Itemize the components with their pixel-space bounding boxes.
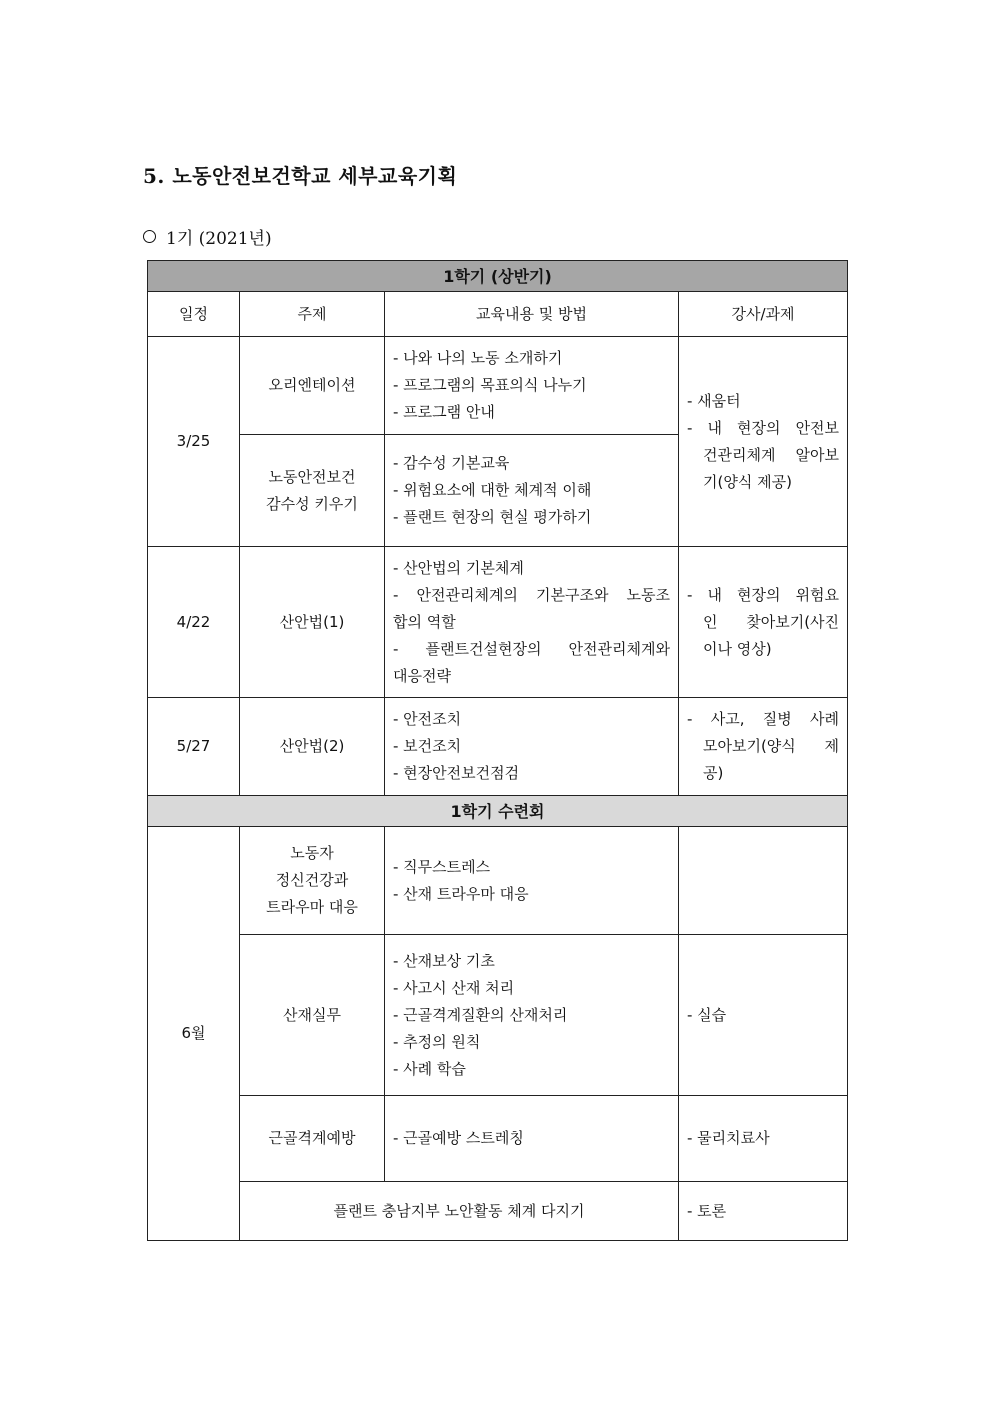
topic-cell-merged: 플랜트 충남지부 노안활동 체계 다지기 (240, 1182, 679, 1241)
content-line: - 사고시 산재 처리 (393, 978, 515, 997)
topic-cell: 오리엔테이션 (240, 337, 385, 435)
content-cell (385, 827, 679, 935)
content-line: - 산재 트라우마 대응 (393, 884, 529, 903)
content-line: - 프로그램 안내 (393, 403, 495, 421)
topic-cell (240, 435, 385, 547)
content-line: - 안전관리체계의 기본구조와 노동조 (393, 585, 670, 604)
content-cell (385, 935, 679, 1096)
content-line: - 근골예방 스트레칭 (393, 1129, 524, 1147)
topic-cell: 산재실무 (240, 935, 385, 1096)
instructor-cell (679, 337, 848, 547)
instructor-line: - 내 현장의 위험요 (687, 585, 840, 604)
topic-line: 트라우마 대응 (266, 898, 358, 916)
date-cell: 5/27 (148, 698, 240, 796)
content-line: - 산안법의 기본체계 (393, 558, 524, 577)
instructor-cell: - 실습 (679, 935, 848, 1096)
content-line: - 감수성 기본교육 (393, 454, 510, 472)
column-header-date: 일정 (148, 292, 240, 337)
content-line: 대응전략 (393, 666, 451, 685)
date-cell: 6월 (148, 827, 240, 1241)
content-cell (385, 547, 679, 698)
content-line: - 직무스트레스 (393, 857, 491, 876)
semester-banner-row (148, 261, 848, 292)
date-cell: 3/25 (148, 337, 240, 547)
instructor-cell (679, 547, 848, 698)
column-header-instructor: 강사/과제 (679, 292, 848, 337)
instructor-cell: - 물리치료사 (679, 1096, 848, 1182)
instructor-cell: - 토론 (679, 1182, 848, 1241)
instructor-line: 이나 영상) (703, 639, 772, 658)
content-cell (385, 337, 679, 435)
topic-line: 노동자 (290, 844, 334, 862)
instructor-line: - 새움터 (687, 391, 741, 410)
table-row (148, 1096, 848, 1182)
content-line: 합의 역할 (393, 612, 456, 631)
content-line: - 플랜트건설현장의 안전관리체계와 (393, 639, 670, 658)
content-line: - 위험요소에 대한 체계적 이해 (393, 481, 592, 499)
table-row (148, 935, 848, 1096)
table-row (148, 1182, 848, 1241)
instructor-line: 모아보기(양식 제 (703, 737, 840, 755)
header-row (148, 292, 848, 337)
instructor-line: - 내 현장의 안전보 (687, 418, 840, 437)
topic-line: 감수성 키우기 (266, 494, 358, 513)
instructor-cell (679, 698, 848, 796)
instructor-line: - 사고, 질병 사례 (687, 710, 840, 728)
table-row (148, 698, 848, 796)
topic-cell: 근골격계예방 (240, 1096, 385, 1182)
content-line: - 안전조치 (393, 710, 462, 728)
section-heading: 5. 노동안전보건학교 세부교육기획 (143, 164, 458, 188)
content-line: - 산재보상 기초 (393, 951, 495, 970)
instructor-line: 인 찾아보기(사진 (703, 612, 840, 631)
content-line: - 프로그램의 목표의식 나누기 (393, 376, 587, 394)
content-line: - 추정의 원칙 (393, 1032, 481, 1051)
content-line: - 근골격계질환의 산재처리 (393, 1005, 568, 1024)
retreat-banner-row (148, 796, 848, 827)
content-line: - 나와 나의 노동 소개하기 (393, 349, 563, 367)
content-line: - 플랜트 현장의 현실 평가하기 (393, 508, 592, 526)
content-cell (385, 1096, 679, 1182)
cohort-subheading (143, 224, 272, 249)
table-row (148, 827, 848, 935)
content-line: - 사례 학습 (393, 1059, 466, 1078)
topic-line: 정신건강과 (275, 871, 349, 889)
instructor-line: 기(양식 제공) (703, 472, 792, 491)
circle-bullet-icon (143, 230, 156, 243)
retreat-banner: 1학기 수련회 (148, 796, 848, 827)
topic-cell: 산안법(1) (240, 547, 385, 698)
semester-banner: 1학기 (상반기) (148, 261, 848, 292)
instructor-cell (679, 827, 848, 935)
cohort-label: 1기 (2021년) (166, 229, 272, 249)
content-line: - 보건조치 (393, 737, 462, 755)
education-plan-table (147, 260, 848, 1241)
date-cell: 4/22 (148, 547, 240, 698)
content-cell (385, 435, 679, 547)
column-header-topic: 주제 (240, 292, 385, 337)
content-cell (385, 698, 679, 796)
topic-line: 노동안전보건 (268, 467, 356, 486)
topic-cell: 산안법(2) (240, 698, 385, 796)
table-row (148, 337, 848, 435)
content-line: - 현장안전보건점검 (393, 764, 520, 782)
instructor-line: 건관리체계 알아보 (703, 445, 840, 464)
instructor-line: 공) (703, 764, 724, 782)
column-header-content: 교육내용 및 방법 (385, 292, 679, 337)
table-row (148, 547, 848, 698)
topic-cell (240, 827, 385, 935)
